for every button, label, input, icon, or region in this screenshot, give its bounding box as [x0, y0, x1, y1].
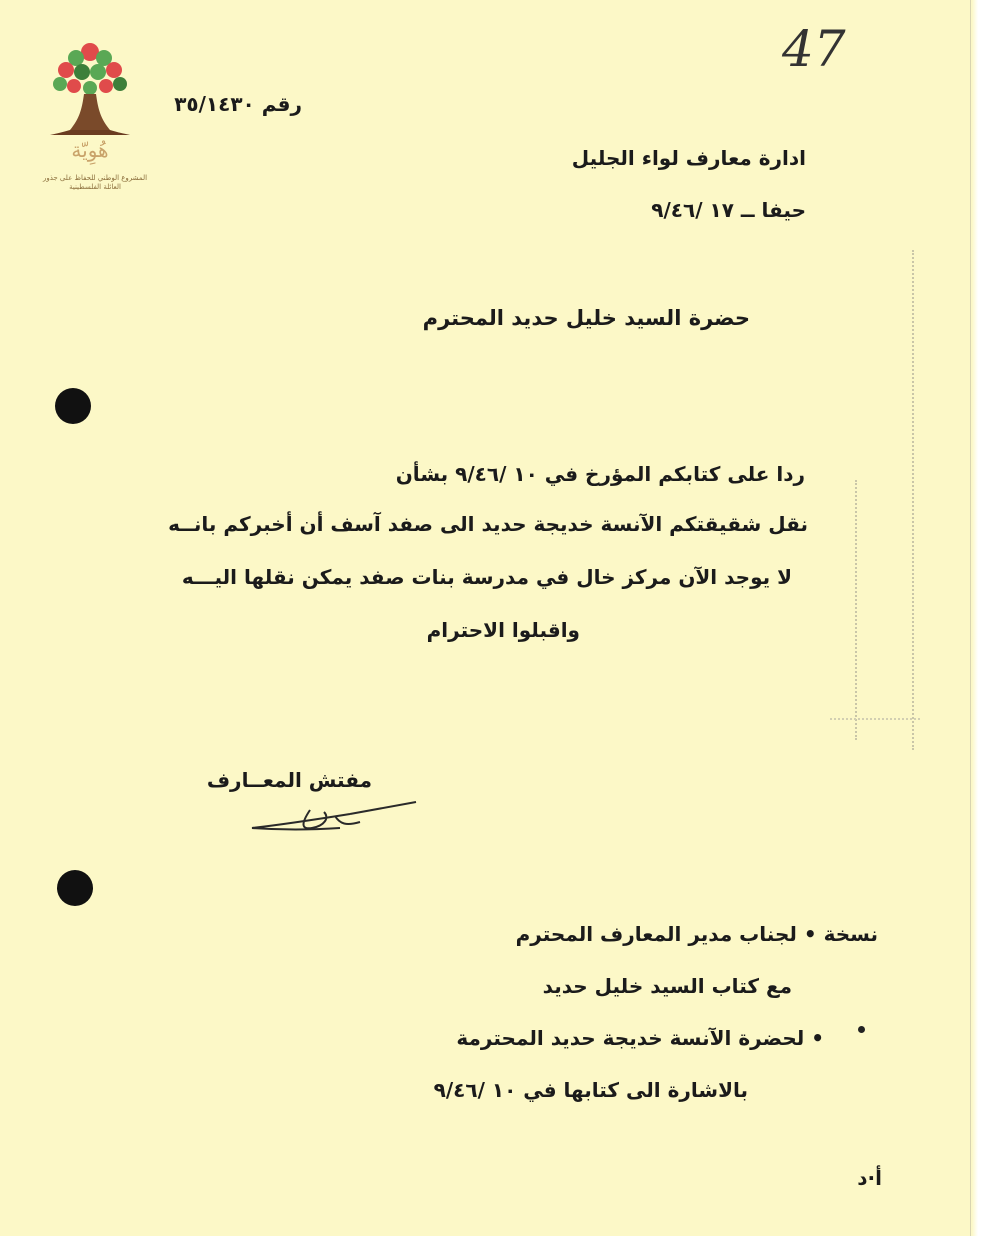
body-line-2: نقل شقيقتكم الآنسة خديجة حديد الى صفد آسف أن أخبركم بانــه — [168, 512, 808, 536]
copy-line-3: • لحضرة الآنسة خديجة حديد المحترمة — [456, 1026, 824, 1050]
paper-edge-line — [970, 0, 971, 1236]
binder-hole-bottom — [57, 870, 93, 906]
watermark-title: هُوِيّة — [71, 138, 109, 162]
page-number: 47 — [782, 20, 846, 78]
copy-line-1: نسخة • لجناب مدير المعارف المحترم — [515, 922, 878, 946]
copy-line-2: مع كتاب السيد خليل حديد — [542, 974, 792, 998]
binder-hole-top — [55, 388, 91, 424]
dotted-margin-right — [912, 250, 914, 750]
body-line-3: لا يوجد الآن مركز خال في مدرسة بنات صفد يمكن نقلها اليـــه — [181, 565, 792, 589]
typist-initials: أ·د — [857, 1166, 882, 1190]
dotted-margin-mid — [855, 480, 857, 740]
watermark-subtitle: المشروع الوطني للحفاظ على جذور العائلة الفلسطينية — [42, 174, 148, 191]
paper-right-edge — [972, 0, 986, 1236]
closing-line: واقبلوا الاحترام — [426, 618, 580, 642]
signature-title: مفتش المعــارف — [206, 768, 372, 792]
handwritten-signature — [240, 800, 440, 850]
reference-number: رقم ٣٥/١٤٣٠ — [174, 92, 302, 116]
dotted-rule — [830, 718, 920, 720]
copy-line-4: بالاشارة الى كتابها في ١٠ /٩/٤٦ — [433, 1078, 748, 1102]
department-header: ادارة معارف لواء الجليل — [571, 146, 806, 170]
place-date: حيفا ــ ١٧ /٩/٤٦ — [651, 198, 806, 222]
tree-logo-icon — [40, 38, 140, 148]
salutation: حضرة السيد خليل حديد المحترم — [422, 306, 750, 330]
watermark-logo — [40, 38, 148, 198]
body-line-1: ردا على كتابكم المؤرخ في ١٠ /٩/٤٦ بشأن — [395, 462, 805, 486]
bullet-dot — [858, 1026, 865, 1033]
